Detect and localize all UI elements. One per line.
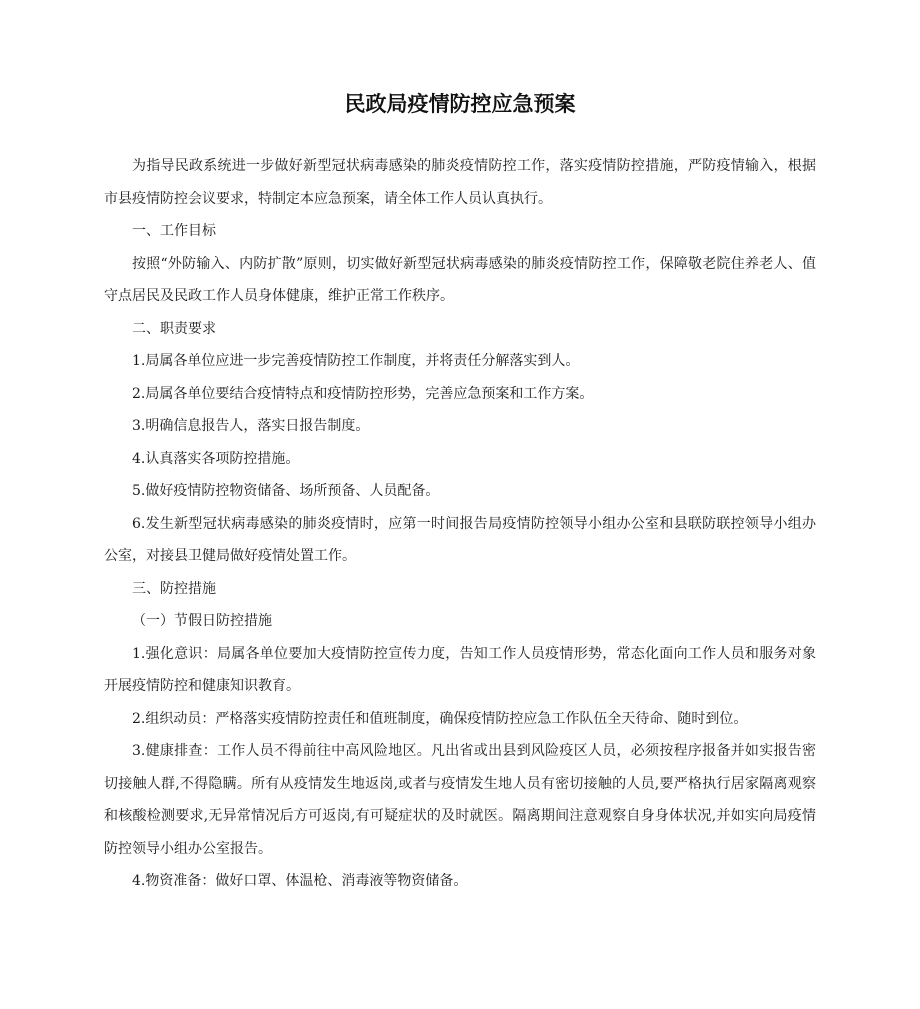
duty-item: 4.认真落实各项防控措施。 [132,450,300,467]
goals-paragraph: 按照“外防输入、内防扩散”原则，切实做好新型冠状病毒感染的肺炎疫情防控工作，保障敬老院住养老人、值守点居民及民政工作人员身体健康，维护正常工作秩序。 [104,255,816,304]
document-body [104,150,816,898]
section-heading-measures: 三、防控措施 [132,580,216,597]
duty-item: 2.局属各单位要结合疫情特点和疫情防控形势，完善应急预案和工作方案。 [132,385,594,402]
measure-item: 4.物资准备：做好口罩、体温枪、消毒液等物资储备。 [132,873,468,889]
duty-item: 5.做好疫情防控物资储备、场所预备、人员配备。 [132,483,440,499]
document-title: 民政局疫情防控应急预案 [344,92,576,116]
section-heading-duties: 二、职责要求 [132,320,216,337]
measure-item: 2.组织动员：严格落实疫情防控责任和值班制度，确保疫情防控应急工作队伍全天待命、随时到位。 [132,710,748,727]
measure-item: 3.健康排查：工作人员不得前往中高风险地区。凡出省或出县到风险疫区人员，必须按程序报备并如实报告密切接触人群,不得隐瞒。所有从疫情发生地返岗,或者与疫情发生地人员有密切接触的人员,要严格执行居家隔离观察和核酸检测要求,无异常情况后方可返岗,有可疑症状的及时就医。隔离期间注意观察自身身体状况,并如实向局疫情防控领导小组办公室报告。 [104,743,816,857]
duty-item: 3.明确信息报告人，落实日报告制度。 [132,418,370,434]
section-heading-goals: 一、工作目标 [132,223,216,239]
duty-item: 6.发生新型冠状病毒感染的肺炎疫情时，应第一时间报告局疫情防控领导小组办公室和县联防联控领导小组办公室，对接县卫健局做好疫情处置工作。 [104,515,816,564]
subsection-heading-holiday: （一）节假日防控措施 [132,613,272,629]
duty-item: 1.局属各单位应进一步完善疫情防控工作制度，并将责任分解落实到人。 [132,353,580,369]
measure-item: 1.强化意识：局属各单位要加大疫情防控宣传力度，告知工作人员疫情形势，常态化面向工作人员和服务对象开展疫情防控和健康知识教育。 [104,645,816,694]
intro-paragraph: 为指导民政系统进一步做好新型冠状病毒感染的肺炎疫情防控工作，落实疫情防控措施，严防疫情输入，根据市县疫情防控会议要求，特制定本应急预案，请全体工作人员认真执行。 [104,158,816,207]
